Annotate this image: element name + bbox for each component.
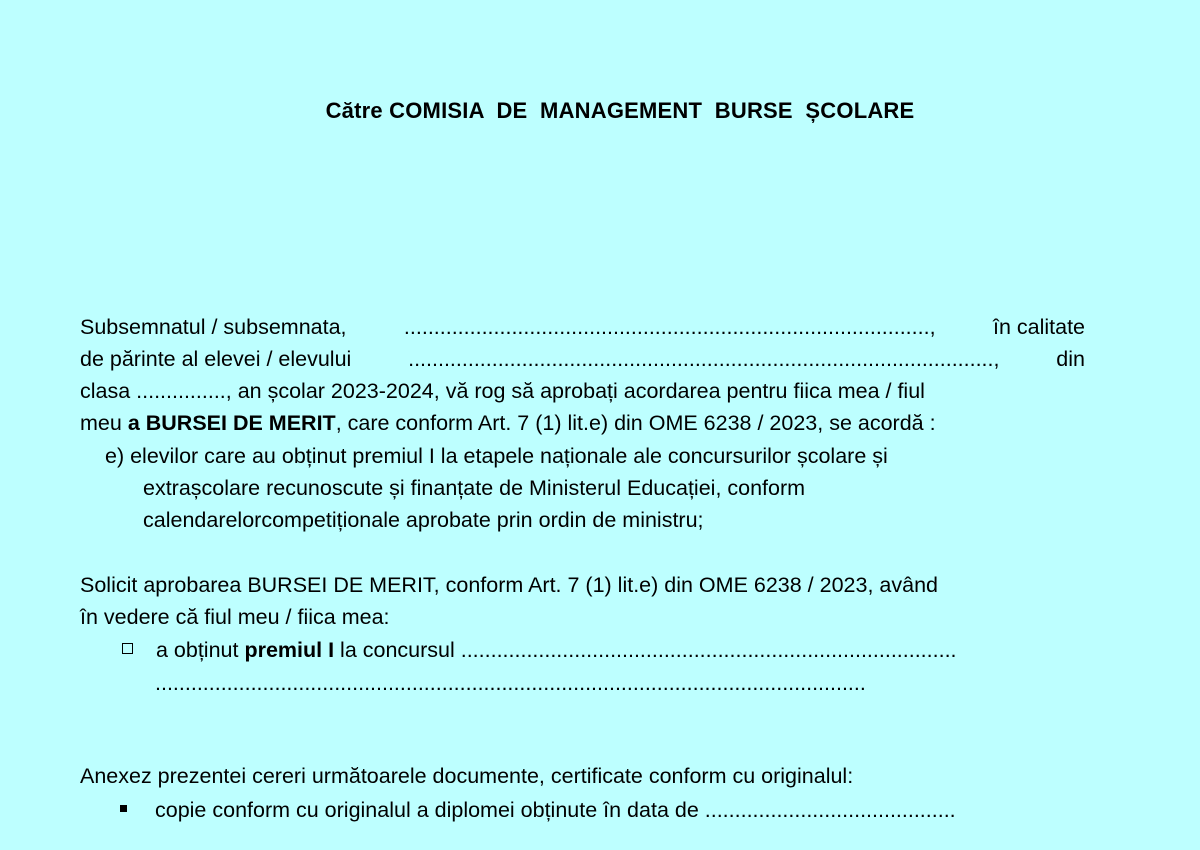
scholarship-name: a BURSEI DE MERIT — [127, 411, 336, 435]
student-name-field[interactable]: .................................................................................................., — [408, 347, 1000, 371]
applicant-line-2 — [80, 343, 1085, 375]
contest-field-line-2[interactable]: ....................................................................................................................... — [155, 671, 866, 695]
premiul-label: premiul I — [244, 638, 335, 662]
applicant-line-3: clasa ..............., an școlar 2023-2024, vă rog să aprobați acordarea pentru fiica mea / fiul — [80, 379, 925, 403]
diploma-copy-text[interactable]: copie conform cu originalul a diplomei obținute în data de .......................................... — [154, 798, 956, 822]
criterion-e-line-2: extrașcolare recunoscute și finanțate de Ministerul Educației, conform — [143, 476, 806, 500]
line4-suffix: , care conform Art. 7 (1) lit.e) din OME 6238 / 2023, se acordă : — [335, 411, 936, 435]
request-line-2: în vedere că fiul meu / fiica mea: — [80, 605, 390, 629]
contest-field[interactable]: la concursul ................................................................................... — [334, 638, 957, 662]
student-name-label: de părinte al elevei / elevului — [80, 347, 352, 371]
annex-item-diploma — [120, 794, 956, 826]
document-title: Către COMISIA DE MANAGEMENT BURSE ȘCOLARE — [325, 98, 915, 123]
class-label-suffix: din — [1056, 347, 1085, 371]
applicant-role-label: în calitate — [992, 315, 1085, 339]
applicant-line-1 — [80, 311, 1085, 343]
annex-intro: Anexez prezentei cereri următoarele documente, certificate conform cu originalul: — [80, 764, 854, 788]
premiul-checkbox[interactable] — [122, 643, 133, 654]
bullet-icon — [120, 805, 127, 812]
premiul-option — [122, 634, 957, 666]
line4-prefix: meu — [80, 411, 128, 435]
applicant-name-field[interactable]: ........................................................................................, — [403, 315, 936, 339]
applicant-name-label: Subsemnatul / subsemnata, — [80, 315, 347, 339]
request-line-1: Solicit aprobarea BURSEI DE MERIT, conform Art. 7 (1) lit.e) din OME 6238 / 2023, având — [80, 573, 938, 597]
applicant-paragraph — [80, 311, 1085, 439]
criterion-e-line-3: calendarelorcompetiționale aprobate prin ordin de ministru; — [143, 508, 704, 532]
premiul-prefix: a obținut — [155, 638, 245, 662]
criterion-e-line-1: e) elevilor care au obținut premiul I la etapele naționale ale concursurilor școlare și — [105, 444, 888, 468]
applicant-line-4 — [80, 407, 1085, 439]
